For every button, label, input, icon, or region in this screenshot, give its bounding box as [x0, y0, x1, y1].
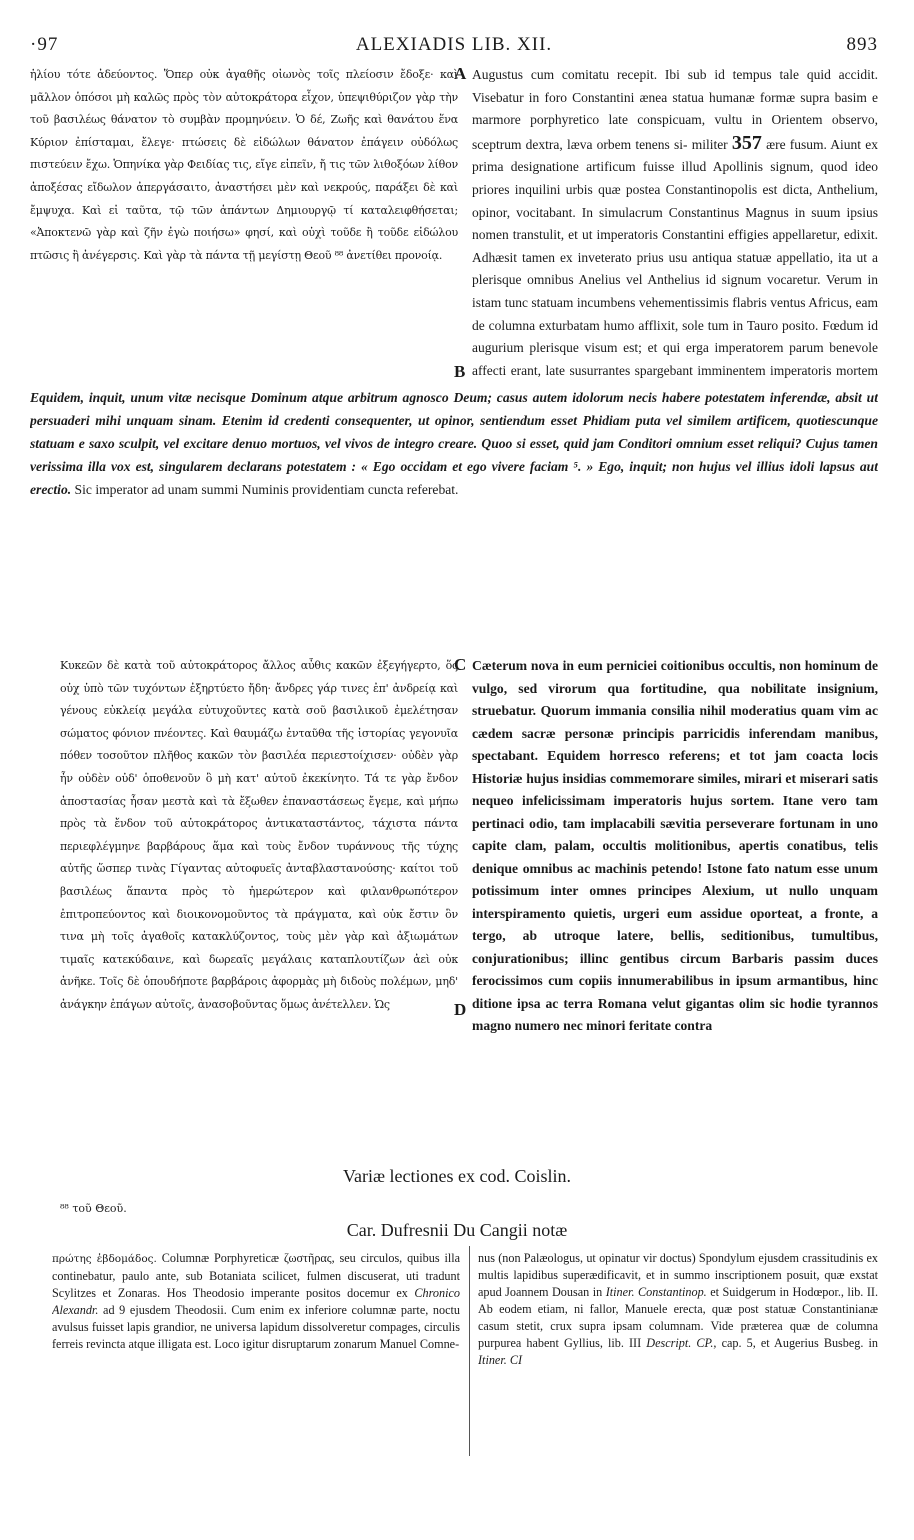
greek-column-2 [60, 655, 458, 1163]
notes-right-b: et Suidgerum in Hodœpor., lib. II. Ab eodem etiam, ni fallor, Manuele erecta, quæ post statuæ Constantinianæ casum stetit, crux supra ipsam columnam. Vide præterea quæ de columna purpurea habent Gyllius, lib. III [478, 1285, 878, 1350]
notes-right-it3: Itiner. CI [478, 1353, 523, 1367]
column-number-right: 893 [846, 34, 878, 55]
latin-text-2: Cæterum nova in eum perniciei coitionibus occultis, non hominum de vulgo, sed virorum qua fortitudine, qua nobilitate insignium, struebatur. Quorum immania consilia nihil moderatius quam vim ac cædem sacræ personæ principis parricidis inferendam manibus, spectabant. Equidem horresco referens; et tot jam coacta locis Historiæ hujus insidias commemorare similes, mirari et miserari satis nequeo infelicissimam imperatoris hujus sortem. Itane vero tam pertinaci odio, tam implacabili sævitia perseverare fortunam in uno capite clam, palam, occultis molitionibus, apertis conatibus, telis denique omnibus ac machinis petendo! Istone fato natum esse unum potissimum inter omnes principes Alexium, ut nullo unquam interspiramento quietis, urgeri eum assidue oporteat, a fronte, a tergo, ab utroque latere, bellis, seditionibus, tumultibus, conjurationibus; illinc gentibus circum Barbaris passim duces ferocissimos cum copiis innumerabilibus in ipsum armantibus, hinc ditione ipsa ac terra Romana velut gigantas olim sic hodie tyrannos magno numero nec minori feritate contra [472, 658, 878, 1033]
notes-left-it: Chronico Alexandr. [52, 1286, 460, 1317]
notes-title: Car. Dufresnii Du Cangii notæ [346, 1220, 568, 1240]
latin-text-1e: Sic imperator ad unam summi Numinis providentiam cuncta referebat. [74, 482, 459, 497]
greek-text-1: ἡλίου τότε ἀδεύοντος. Ὅπερ οὐκ ἀγαθῆς οἰωνὸς τοῖς πλείοσιν ἔδοξε· καὶ μᾶλλον ὁπόσοι μὴ καλῶς πρὸς τὸν αὐτοκράτορα εἶχον, ὑπεψιθύριζον γὰρ τὴν τοῦ βασιλέως θάνατον τὸ συμβὰν προμηνύειν. Ὁ δέ, Ζωῆς καὶ θανάτου ἕνα Κύριον ἐπίσταμαι, ἔλεγε· πτώσεις δὲ εἰδώλων θάνατον ἐπάγειν οὐδόλως πιστεύειν ἔχω. Ὁπηνίκα γὰρ Φειδίας τις, εἴγε εἰπεῖν, ἤ τις τῶν λιθοξόων λίθον ἀποξέσας εἴδωλον ἀπεργάσαιτο, ἀναστήσει μὲν καὶ νεκρούς, παράξει δὲ καὶ ἔμψυχα. Καὶ εἰ ταῦτα, τῷ τῶν ἁπάντων Δημιουργῷ τί καταλειφθήσεται; «Ἀποκτενῶ γὰρ καὶ ζῆν ἐγὼ ποιήσω» φησί, καὶ οὐχὶ τοῦδε ἢ τοῦδε εἰδώλου πτῶσις ἢ ἀνέγερσις. Καὶ γὰρ τὰ πάντα τῇ μεγίστῃ Θεοῦ ⁸⁸ ἀνετίθει προνοίᾳ. [30, 68, 458, 262]
notes-right-c: cap. 5, et Augerius Busbeg. in [721, 1336, 878, 1350]
column-number-left: ·97 [30, 34, 59, 55]
latin-text-1a: Augustus cum comitatu recepit. Ibi sub id tempus tale quid accidit. Visebatur in foro Constantini ænea statua humanæ formæ supra basim e marmore porphyretico late conspicuam, vultu in Orientem observo, sceptrum dextra, læva orbem tenens si- [472, 67, 878, 152]
margin-marker-c: C [454, 655, 467, 674]
latin-fullwidth-1 [30, 386, 878, 652]
latin-text-1c: ære fusum. Aiunt ex prima designatione artificum fuisse illud Apollinis signum, quod ideo priores inquilini urbis quæ postea Constantinopolis est dicta, Anthelium, opinor, vocitabant. In simulacrum Constantinus Magnus in suum ipsius nomen transtulit, et ut imperatoris Constantini effigies appellaretur, edixit. Adhæsit tamen ex inveterato prius usu antiqua statuæ appellatio, ita ut a plerisque omnibus Anelius vel Anthelius id signum vocaretur. Verum in istam tunc statuam incumbens vehementissimis flabris ventus Africus, eam de columna exturbatam humo afflixit, sole tum in Tauro posito. Fœdum id augurium plerisque visum est; et qui erga imperatorem parum benevole affecti erant, late susurrantes spargebant imminentem imperatoris mortem [472, 136, 878, 378]
greek-column-1 [30, 64, 458, 366]
notes-right-column [478, 1250, 878, 1456]
latin-text-1b: militer [691, 136, 728, 152]
margin-marker-a: A [454, 64, 467, 83]
notes-right-it2: Descript. CP., [646, 1336, 717, 1350]
notes-divider [469, 1246, 470, 1456]
notes-greek: πρώτης ἑβδομάδος. [52, 1253, 157, 1265]
variae-title: Variæ lectiones ex cod. Coislin. [343, 1166, 571, 1186]
notes-left-b: ad 9 ejusdem Theodosii. Cum enim ex inferiore columnæ parte, noctu avulsus fuisset lapis grandior, ne universa lapidum dissolveretur compages, circulis ferreis revincta atque illigata est. Loco igitur disruptarum zonarum Manuel Comne- [52, 1303, 460, 1351]
latin-column-1 [472, 64, 878, 382]
latin-column-2 [472, 655, 878, 1163]
variae-note: ⁸⁸ τοῦ Θεοῦ. [60, 1202, 127, 1215]
running-title: ALEXIADIS LIB. XII. [355, 34, 553, 55]
notes-left-a: Columnæ Porphyreticæ ζωστῆρας, seu circulos, quibus illa continebatur, paulo ante, sub Botaniata scilicet, fulmen discuserat, uti tradunt Scylitzes et Zonaras. Hos Theodosio imperante positos docemur ex [52, 1251, 460, 1300]
margin-marker-b: B [454, 362, 466, 381]
greek-text-2: Κυκεῶν δὲ κατὰ τοῦ αὐτοκράτορος ἄλλος αὖθις κακῶν ἐξεγήγερτο, ὅς οὐχ ὑπὸ τῶν τυχόντων ἐξηρτύετο ἤδη· ἄνδρες γάρ τινες ἐπ' ἀνδρείᾳ καὶ γένους εὐκλείᾳ μεγάλα εὐτυχοῦντες κατὰ σοῦ βασιλικοῦ ἐμελέτησαν σώματος φόνιον πνέοντες. Καὶ θαυμάζω ἐνταῦθα τῆς ἱστορίας γεγονυῖα πόθεν τοσοῦτον πλῆθος κακῶν τὸν βασιλέα περιεστοίχισεν· οὐδὲν γὰρ ἦν οὐδὲν οὐδ' ὁποθενοῦν ὃ μὴ κατ' αὐτοῦ ἐκεκίνητο. Τά τε γὰρ ἔνδον ἀποστασίας ἦσαν μεστὰ καὶ τὰ ἔξωθεν ἐπαναστάσεως ἔγεμε, καὶ μήπω πρὸς τὰ ἔνδον τοῦ αὐτοκράτορος ἀντικαταστάντος, τάχιστα πάντα περιεφλέγμηνε βαρβάρους ἅμα καὶ τοὺς ἔνδον τυράννους τῆς τύχης αὐτῆς ὥσπερ τινὰς Γίγαντας αὐτοφυεῖς ἀνταβλαστανούσης· καίτοι τοῦ βασιλέως ἅπαντα πρὸς τὸ ἡμερώτερον καὶ φιλανθρωπότερον ἐπιτροπεύοντος καὶ διοικονομοῦντος τὰ πράγματα, καὶ οὐκ ἔστιν ὃν τινα μὴ τοῖς ἀγαθοῖς κατακλύζοντος, τοὺς μὲν γὰρ καὶ ἀξιωμάτων τιμαῖς κατεκύδαινε, καὶ δωρεαῖς μεγάλαις καταπλουτίζων ἀεὶ οὐκ ἀνῆκε. Τοῖς δὲ ὁπουδήποτε βαρβάροις ἀφορμὰς μὴ διδοὺς πολέμων, μηδ' ἀνάγκην ἐπάγων αὐτοῖς, ἀνασοβοῦντας ὅμως ἀνέτελλεν. Ὡς [60, 659, 458, 1011]
running-header [30, 34, 878, 58]
notes-right-a: nus (non Palæologus, ut opinatur vir doctus) Spondylum ejusdem crassitudinis ex multis lapidibus superædificavit, et in summo inscriptionem posuit, quæ exstat apud Joannem Dousan in [478, 1251, 878, 1299]
latin-speech: Equidem, inquit, unum vitæ necisque Dominum atque arbitrum agnosco Deum; casus autem idolorum necis habere potestatem inferendæ, absit ut persuaderi mihi unquam sinam. Etenim id credenti consequenter, ut opinor, sentiendum esset Phidiam puta vel similem artificem, quotiescunque statuam e saxo sculpit, vel excitare denuo mortuos, vel vivos de integro creare. Quoo si esset, quid jam Conditori omnium esset reliqui? Cujus tamen verissima illa vox est, singularem declarans potestatem : « Ego occidam et ego vivere faciam ⁵. » Ego, inquit; non hujus vel illius idoli lapsus aut erectio. [30, 390, 878, 497]
margin-marker-d: D [454, 1000, 467, 1019]
margin-number: 357 [731, 131, 762, 154]
notes-left-column [52, 1250, 460, 1456]
notes-right-it1: Itiner. Constantinop. [605, 1285, 707, 1299]
